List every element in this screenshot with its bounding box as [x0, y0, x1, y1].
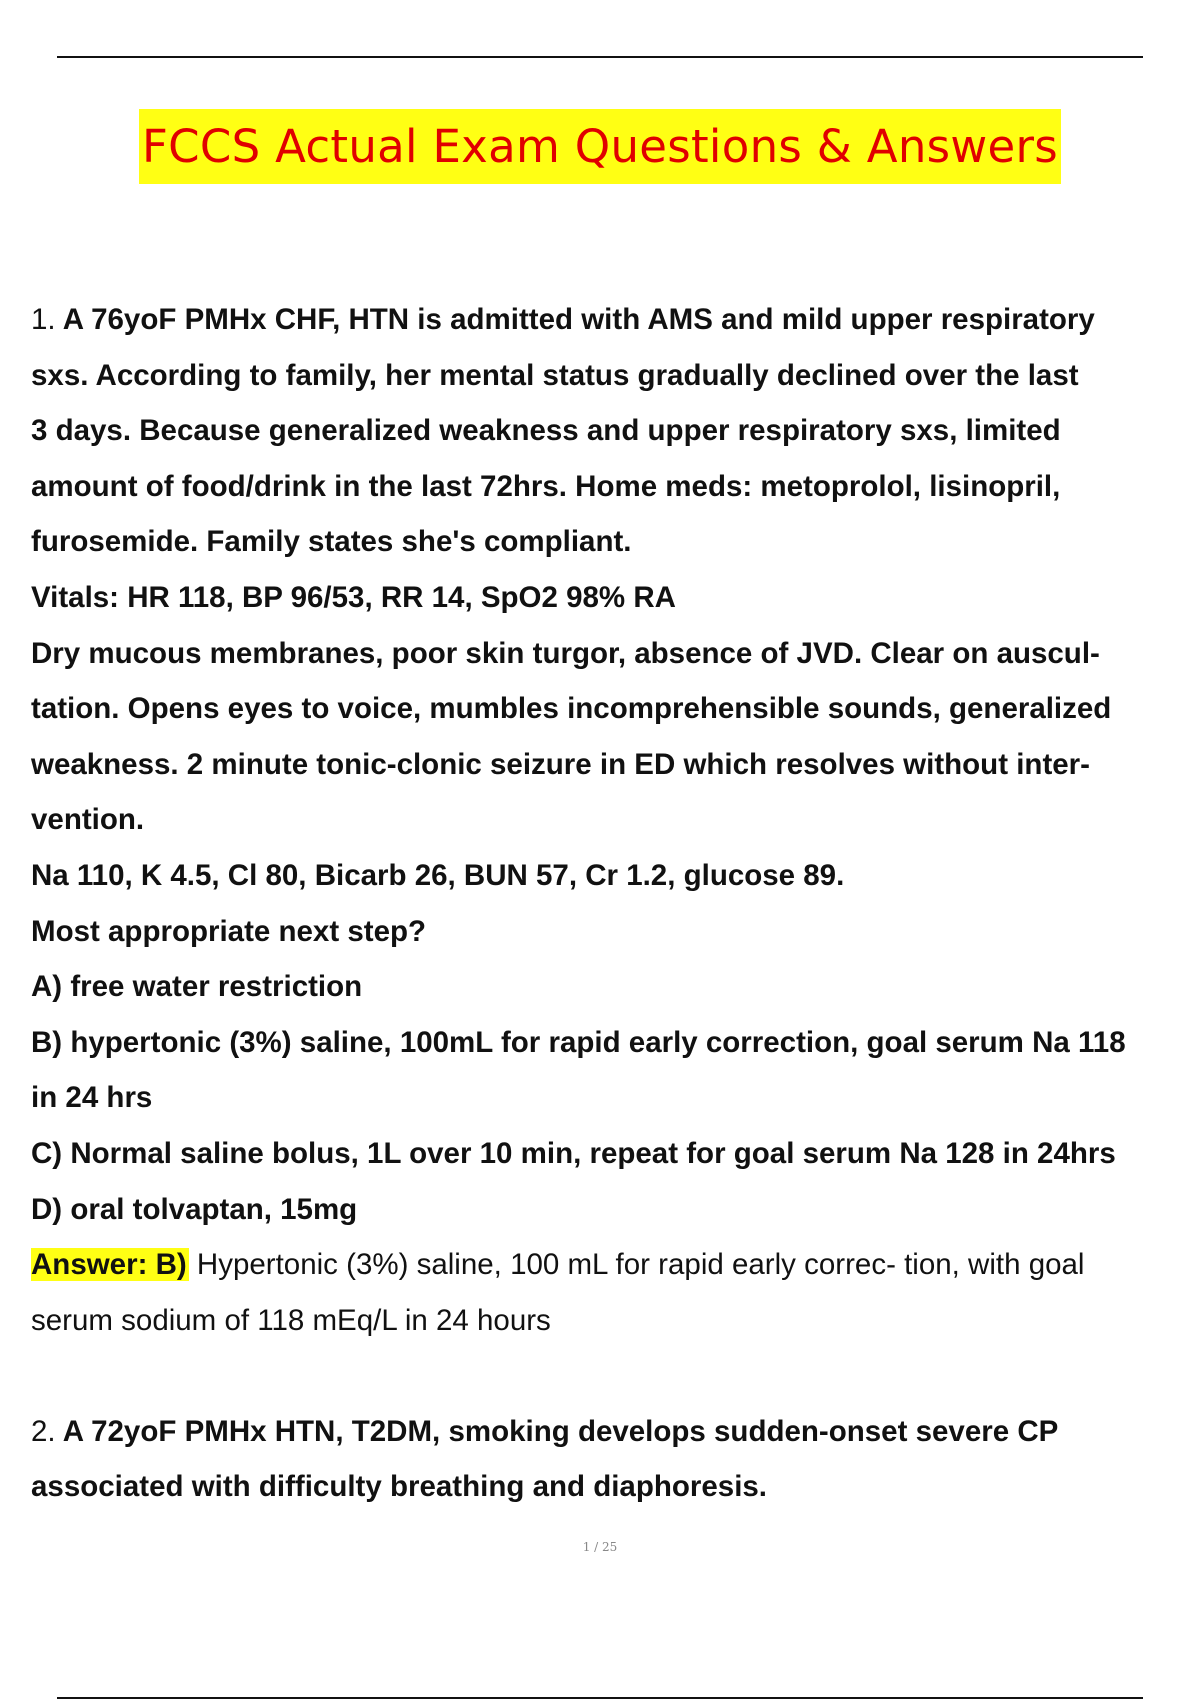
question-1-option-a: A) free water restriction	[31, 970, 363, 1004]
question-1-option-d: D) oral tolvaptan, 15mg	[31, 1192, 358, 1226]
title-block	[0, 109, 1200, 184]
bottom-rule	[57, 1697, 1143, 1699]
question-1-number: 1.	[31, 303, 56, 336]
document-title: FCCS Actual Exam Questions & Answers	[139, 109, 1061, 184]
page-indicator: 1 / 25	[582, 1540, 618, 1554]
question-1-option-b-line-1: B) hypertonic (3%) saline, 100mL for rapid early correction, goal serum Na 118	[31, 1025, 1126, 1059]
question-1-answer-line-1	[31, 1237, 1200, 1293]
question-2-number: 2.	[31, 1414, 56, 1448]
question-1-labs: Na 110, K 4.5, Cl 80, Bicarb 26, BUN 57, Cr 1.2, glucose 89.	[31, 858, 845, 892]
question-1-stem-line-1	[31, 292, 1200, 348]
question-1-exam-line-1: Dry mucous membranes, poor skin turgor, absence of JVD. Clear on auscul-	[31, 636, 1100, 670]
question-gap	[31, 1348, 1200, 1404]
top-rule	[57, 56, 1143, 58]
question-1-option-c: C) Normal saline bolus, 1L over 10 min, repeat for goal serum Na 128 in 24hrs	[31, 1136, 1116, 1170]
question-1-exam-line-4: vention.	[31, 803, 145, 837]
question-1-stem-line-3: 3 days. Because generalized weakness and upper respiratory sxs, limited	[31, 414, 1061, 448]
question-1-exam-line-2: tation. Opens eyes to voice, mumbles incomprehensible sounds, generalized	[31, 692, 1112, 726]
question-2-stem-line-1	[31, 1404, 1200, 1460]
question-1-vitals: Vitals: HR 118, BP 96/53, RR 14, SpO2 98% RA	[31, 580, 676, 614]
question-1-stem-text-1: A 76yoF PMHx CHF, HTN is admitted with AMS and mild upper respiratory	[62, 303, 1095, 336]
question-2-stem-text-1: A 72yoF PMHx HTN, T2DM, smoking develops sudden-onset severe CP	[62, 1414, 1059, 1448]
question-1-stem-line-2: sxs. According to family, her mental status gradually declined over the last	[31, 358, 1079, 392]
question-2-stem-line-2: associated with difficulty breathing and diaphoresis.	[31, 1470, 767, 1504]
question-body	[31, 292, 1200, 1515]
question-1-stem-line-5: furosemide. Family states she's compliant.	[31, 525, 632, 559]
answer-label: Answer: B)	[31, 1248, 187, 1282]
question-1-option-b-line-2: in 24 hrs	[31, 1081, 153, 1115]
question-1-exam-line-3: weakness. 2 minute tonic-clonic seizure in ED which resolves without inter-	[31, 747, 1090, 781]
question-1-prompt: Most appropriate next step?	[31, 914, 427, 948]
question-1-stem-line-4: amount of food/drink in the last 72hrs. Home meds: metoprolol, lisinopril,	[31, 469, 1061, 503]
answer-text-1: Hypertonic (3%) saline, 100 mL for rapid early correc- tion, with goal	[188, 1248, 1085, 1282]
question-1-answer-line-2: serum sodium of 118 mEq/L in 24 hours	[31, 1303, 551, 1337]
